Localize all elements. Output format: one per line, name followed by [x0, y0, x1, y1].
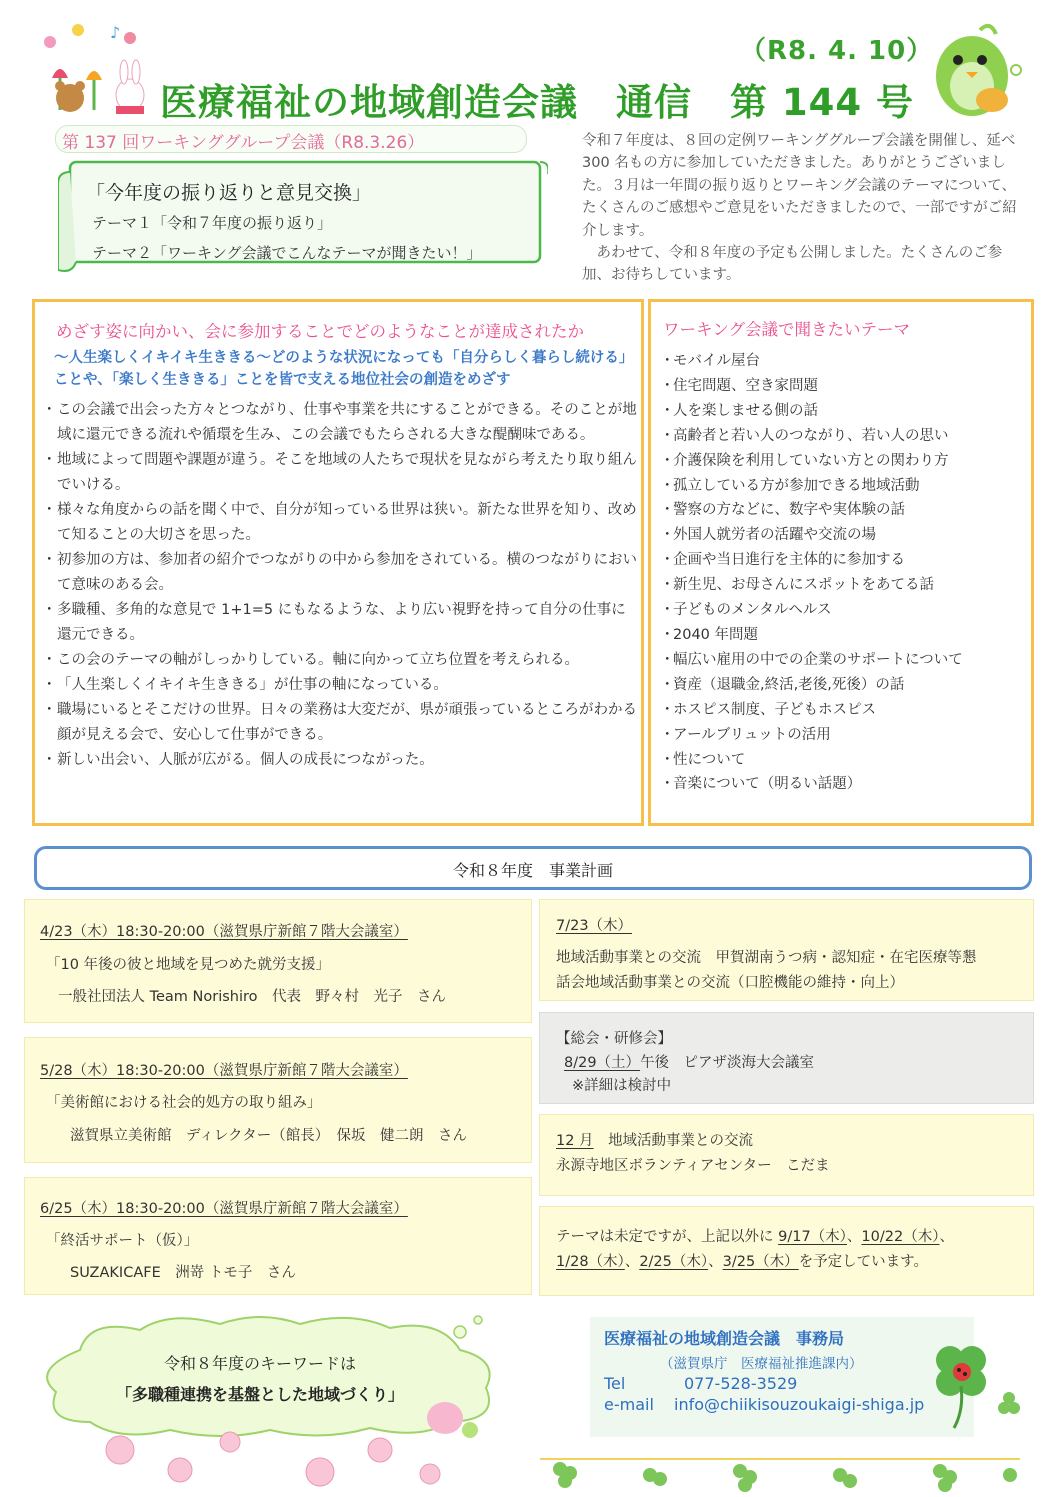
- event-speaker: 一般社団法人 Team Norishiro 代表 野々村 光子 さん: [58, 989, 447, 1005]
- keyword-phrase: 「多職種連携を基盤とした地域づくり」: [115, 1385, 404, 1404]
- general-meeting-datetime: [564, 1051, 814, 1072]
- list-item: ・ ホスピス制度、子どもホスピス: [660, 698, 1020, 723]
- event-date: 5/28（木）18:30-20:00（滋賀県庁新館７階大会議室）: [40, 1063, 408, 1079]
- event-date: 4/23（木）18:30-20:00（滋賀県庁新館７階大会議室）: [40, 924, 408, 940]
- meeting-main-title: 「今年度の振り返りと意見交換」: [86, 182, 372, 204]
- event-detail: 話会地域活動事業との交流（口腔機能の維持・向上）: [556, 975, 904, 991]
- list-item: ・ 住宅問題、空き家問題: [660, 374, 1020, 399]
- tel-number: 077-528-3529: [684, 1374, 798, 1393]
- general-meeting-label: 【総会・研修会】: [556, 1031, 672, 1047]
- separator: 、: [939, 1229, 954, 1245]
- header-flowers-animals-illustration: [30, 20, 160, 115]
- event-speaker: SUZAKICAFE 洲嵜 トモ子 さん: [70, 1265, 296, 1281]
- separator: 、: [708, 1254, 723, 1270]
- list-item: ・ 介護保険を利用していない方との関わり方: [660, 449, 1020, 474]
- newsletter-title: 医療福祉の地域創造会議 通信 第 144 号: [160, 81, 914, 124]
- general-meeting-date: 8/29（土）: [564, 1055, 641, 1071]
- other-dates-intro: テーマは未定ですが、上記以外に: [556, 1229, 779, 1245]
- mascot-character-illustration: [920, 20, 1030, 130]
- separator: 、: [846, 1229, 862, 1245]
- list-item: ・ アールブリュットの活用: [660, 723, 1020, 748]
- other-date: 2/25（木）: [639, 1254, 709, 1270]
- event-date: 6/25（木）18:30-20:00（滋賀県庁新館７階大会議室）: [40, 1201, 408, 1217]
- event-date: 7/23（木）: [556, 918, 633, 934]
- vision-statement: ～人生楽しくイキイキ生ききる～どのような状況になっても「自分らしく暮らし続ける」ことや、「楽しく生ききる」ことを皆で支える地位社会の創造をめざす: [54, 350, 634, 388]
- list-item: ・ 子どものメンタルヘルス: [660, 598, 1020, 623]
- keyword-intro: 令和８年度のキーワードは: [163, 1354, 356, 1373]
- event-title: 地域活動事業との交流: [608, 1133, 754, 1149]
- list-item: ・ モバイル屋台: [660, 349, 1020, 374]
- intro-paragraph-1: 令和７年度は、８回の定例ワーキンググループ会議を開催し、延べ 300 名もの方に参加していただきました。ありがとうございました。３月は一年間の振り返りとワーキング会議のテーマについて、たくさんのご感想やご意見をいただきましたので、一部ですがご紹介します。: [582, 133, 1017, 239]
- other-date: 3/25（木）: [722, 1254, 799, 1270]
- meeting-theme-2: テーマ２「ワーキング会議でこんなテーマが聞きたい！」: [92, 244, 482, 262]
- email-label: e-mail: [604, 1395, 654, 1414]
- other-date: 10/22（木）: [861, 1229, 940, 1245]
- cherry-blossom-illustration: [80, 1400, 520, 1497]
- achievements-heading: めざす姿に向かい、会に参加することでどのようなことが達成されたか: [56, 322, 584, 341]
- list-item: ・ 初参加の方は、参加者の紹介でつながりの中から参加をされている。横のつながりにおいて意味のある会。: [42, 548, 638, 598]
- requested-themes-heading: ワーキング会議で聞きたいテーマ: [663, 320, 911, 339]
- event-detail: [556, 1129, 753, 1150]
- list-item: ・ 地域によって問題や課題が違う。そこを地域の人たちで現状を見ながら考えたり取り組んでいける。: [42, 448, 638, 498]
- meeting-theme-1: テーマ１「令和７年度の振り返り」: [92, 214, 333, 232]
- list-item: ・ 人を楽しませる側の話: [660, 399, 1020, 424]
- list-item: ・ 「人生楽しくイキイキ生ききる」が仕事の軸になっている。: [42, 673, 638, 698]
- list-item: ・ 性について: [660, 748, 1020, 773]
- wg-meeting-heading: 第 137 回ワーキンググループ会議（R8.3.26）: [62, 133, 425, 153]
- event-detail: 地域活動事業との交流 甲賀湖南うつ病・認知症・在宅医療等懇: [556, 950, 977, 966]
- office-title: 医療福祉の地域創造会議 事務局: [604, 1329, 845, 1348]
- other-date: 9/17（木）: [778, 1229, 847, 1245]
- list-item: ・ この会のテーマの軸がしっかりしている。軸に向かって立ち位置を考えられる。: [42, 648, 638, 673]
- clover-vine-decoration: [540, 1445, 1040, 1497]
- list-item: ・ 2040 年問題: [660, 623, 1020, 648]
- intro-paragraph-2: あわせて、令和８年度の予定も公開しました。たくさんのご参加、お待ちしています。: [582, 245, 1003, 284]
- list-item: ・ 音楽について（明るい話題）: [660, 772, 1020, 797]
- email-address[interactable]: info@chiikisouzoukaigi-shiga.jp: [674, 1395, 925, 1414]
- list-item: ・ 新しい出会い、人脈が広がる。個人の成長につながった。: [42, 748, 638, 773]
- list-item: ・ 企画や当日進行を主体的に参加する: [660, 548, 1020, 573]
- list-item: ・ 多職種、多角的な意見で 1+1=5 にもなるような、より広い視野を持って自分の仕事に還元できる。: [42, 598, 638, 648]
- event-topic: 「終活サポート（仮）」: [46, 1233, 199, 1249]
- list-item: ・ 新生児、お母さんにスポットをあてる話: [660, 573, 1020, 598]
- other-date: 1/28（木）: [556, 1254, 625, 1270]
- general-meeting-note: ※詳細は検討中: [572, 1078, 672, 1094]
- list-item: ・ 職場にいるとそこだけの世界。日々の業務は大変だが、県が頑張っているところがわかる顔が見える会で、安心して仕事ができる。: [42, 698, 638, 748]
- tel-label: Tel: [604, 1374, 626, 1393]
- office-department: （滋賀県庁 医療福祉推進課内）: [660, 1356, 863, 1372]
- svg-text:♪: ♪: [110, 23, 121, 42]
- other-dates-line-2: [556, 1250, 928, 1271]
- achievements-list: [42, 398, 638, 773]
- event-speaker: 滋賀県立美術館 ディレクター（館長） 保坂 健二朗 さん: [70, 1128, 468, 1144]
- list-item: ・ 孤立している方が参加できる地域活動: [660, 474, 1020, 499]
- list-item: ・ 高齢者と若い人のつながり、若い人の思い: [660, 424, 1020, 449]
- general-meeting-venue: 午後 ピアザ淡海大会議室: [640, 1055, 815, 1071]
- list-item: ・ 幅広い雇用の中での企業のサポートについて: [660, 648, 1020, 673]
- plan-title: 令和８年度 事業計画: [452, 861, 613, 880]
- event-month: 12 月: [556, 1133, 594, 1149]
- separator: 、: [624, 1254, 640, 1270]
- intro-text: [582, 130, 1022, 287]
- other-dates-line-1: [556, 1225, 954, 1246]
- list-item: ・ 外国人就労者の活躍や交流の場: [660, 523, 1020, 548]
- event-topic: 「10 年後の彼と地域を見つめた就労支援」: [46, 957, 331, 973]
- list-item: ・ 様々な角度からの話を聞く中で、自分が知っている世界は狭い。新たな世界を知り、改めて知ることの大切さを思った。: [42, 498, 638, 548]
- list-item: ・ 警察の方などに、数字や実体験の話: [660, 498, 1020, 523]
- event-detail: 永源寺地区ボランティアセンター こだま: [556, 1158, 830, 1174]
- list-item: ・ この会議で出会った方々とつながり、仕事や事業を共にすることができる。そのことが地域に還元できる流れや循環を生み、この会議でもたらされる大きな醍醐味である。: [42, 398, 638, 448]
- other-dates-outro: を予定しています。: [798, 1254, 929, 1270]
- event-topic: 「美術館における社会的処方の取り組み」: [46, 1095, 322, 1111]
- issue-date: （R8. 4. 10）: [740, 36, 934, 66]
- list-item: ・ 資産（退職金,終活,老後,死後）の話: [660, 673, 1020, 698]
- requested-themes-list: [660, 349, 1020, 797]
- clover-ladybug-illustration: [924, 1340, 1034, 1430]
